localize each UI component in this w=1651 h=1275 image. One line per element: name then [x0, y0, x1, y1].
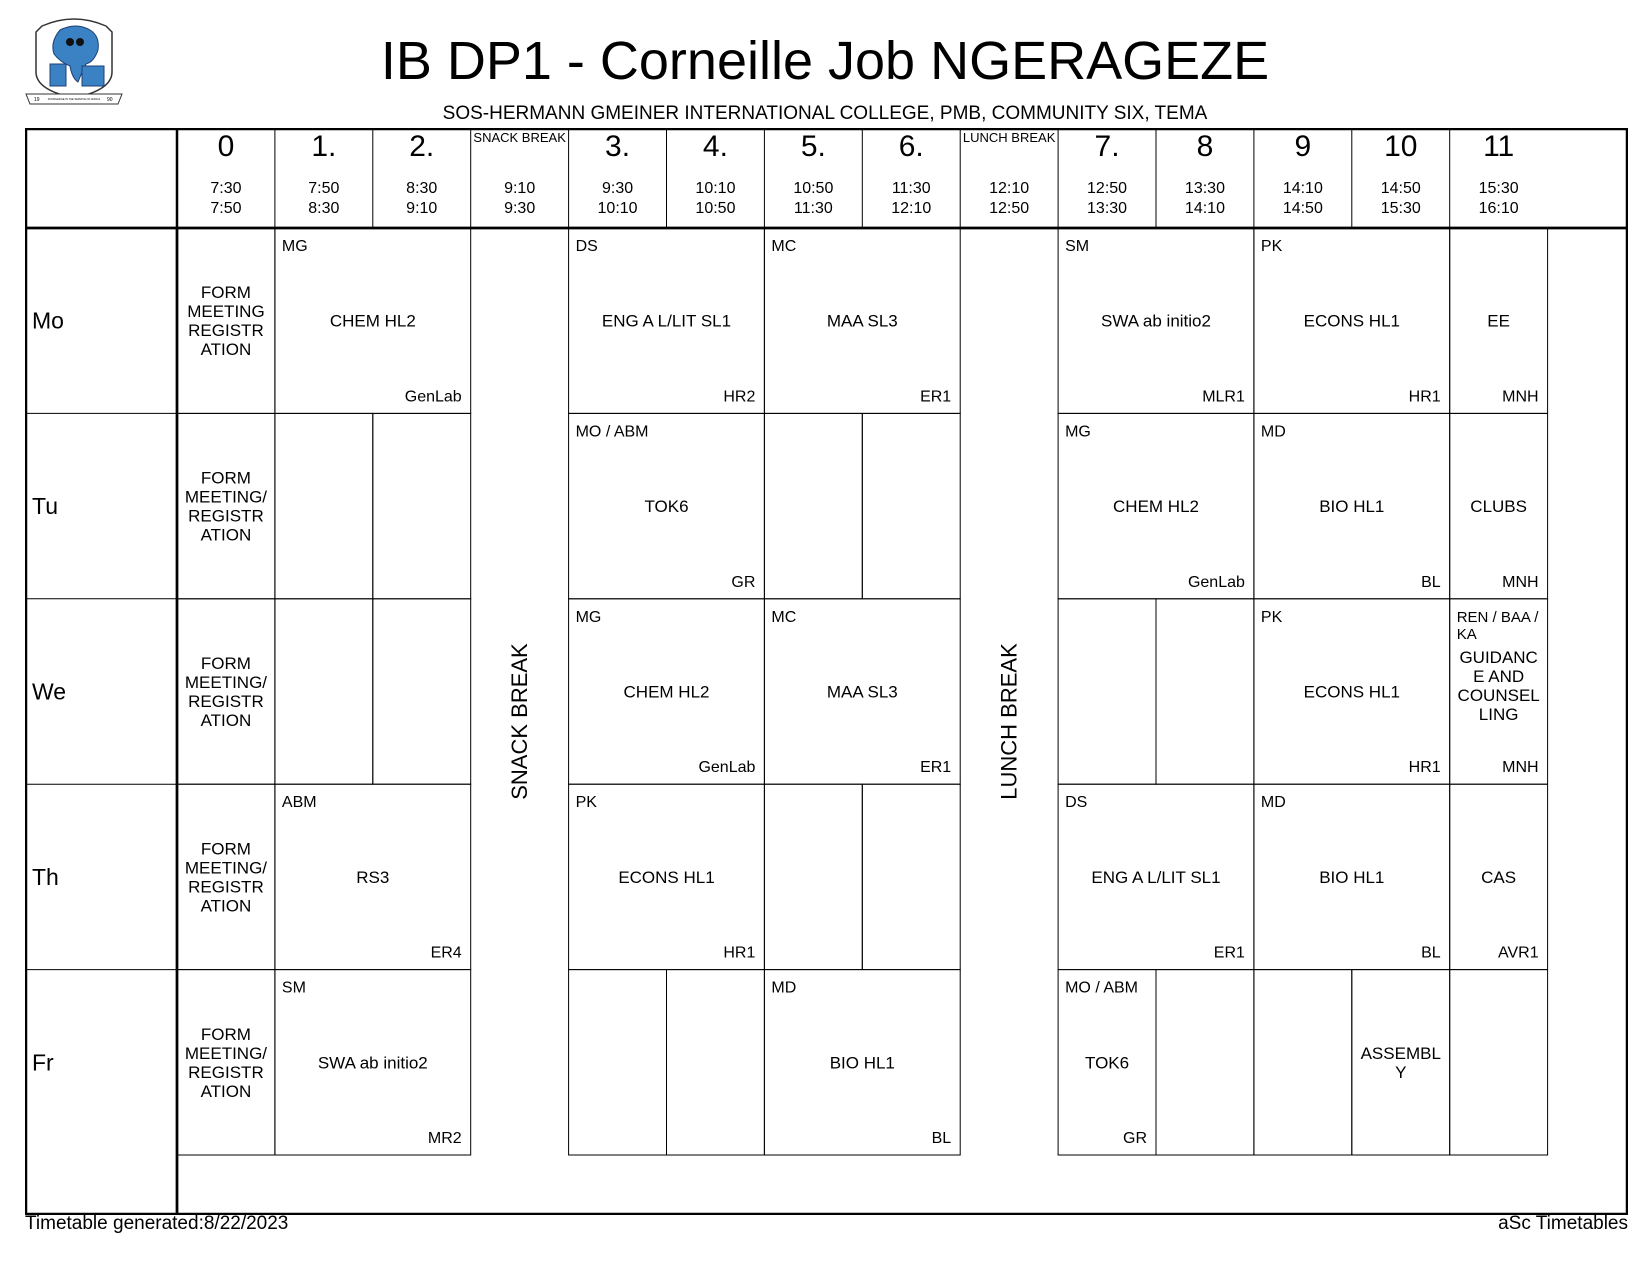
- lesson-subject: BIO HL1: [1319, 867, 1385, 887]
- lesson-subject: REGISTR: [188, 1062, 264, 1082]
- lesson-cell: [275, 413, 373, 598]
- header-period-start: 9:10: [504, 180, 536, 197]
- lesson-teacher: REN / BAA /: [1456, 608, 1539, 626]
- lesson-cell: [373, 599, 471, 784]
- lesson-cell: [862, 413, 960, 598]
- lesson-room: MLR1: [1202, 388, 1245, 406]
- lesson-cell: [275, 599, 373, 784]
- lesson-subject: FORM: [200, 839, 251, 859]
- lesson-subject: E AND: [1473, 666, 1525, 686]
- lesson-cell: [1156, 599, 1254, 784]
- lesson-teacher: PK: [1260, 608, 1283, 626]
- header-period-start: 14:50: [1380, 180, 1421, 197]
- lesson-subject: MEETING/: [184, 858, 268, 878]
- lesson-subject: BIO HL1: [829, 1053, 895, 1073]
- day-label: We: [32, 678, 67, 705]
- lesson-subject: CHEM HL2: [623, 682, 710, 702]
- lesson-subject: ATION: [200, 711, 252, 730]
- lesson-teacher: SM: [281, 979, 306, 997]
- lesson-subject: MEETING: [187, 302, 265, 322]
- header-period-label: 9: [1294, 130, 1312, 163]
- lesson-cell: [1450, 970, 1548, 1155]
- lesson-room: GenLab: [698, 759, 756, 777]
- lesson-subject: MEETING/: [184, 1043, 268, 1063]
- page-title: IB DP1 - Corneille Job NGERAGEZE: [380, 31, 1270, 91]
- lesson-subject: ECONS HL1: [1303, 311, 1400, 331]
- header-period-start: 12:10: [989, 180, 1030, 197]
- school-logo: [24, 12, 124, 112]
- header-period-start: 13:30: [1184, 180, 1225, 197]
- header-period-label: 3.: [605, 130, 631, 163]
- header-period-start: 10:10: [695, 180, 736, 197]
- header-period-end: 9:10: [406, 200, 438, 217]
- lesson-teacher: MG: [1065, 423, 1091, 441]
- lesson-subject: CHEM HL2: [329, 311, 416, 331]
- lesson-room: ER1: [1213, 944, 1245, 962]
- header-period-end: 11:30: [793, 200, 833, 217]
- lesson-subject: SWA ab initio2: [1101, 311, 1211, 331]
- lesson-cell: [667, 970, 765, 1155]
- header-period-start: 11:30: [891, 180, 931, 197]
- day-label: Tu: [32, 493, 58, 520]
- header-period-end: 9:30: [504, 200, 536, 217]
- lesson-subject: ATION: [200, 340, 252, 360]
- header-period-end: 14:50: [1282, 200, 1323, 217]
- header-period-end: 15:30: [1380, 200, 1421, 217]
- lesson-subject: ATION: [200, 896, 252, 916]
- logo-figure-icon: [66, 38, 74, 46]
- lesson-subject: LING: [1478, 704, 1519, 724]
- lesson-subject: ENG A L/LIT SL1: [1091, 867, 1221, 887]
- lesson-teacher: MD: [1260, 423, 1286, 441]
- lesson-teacher: MD: [1260, 794, 1286, 812]
- header-period-end: 7:50: [210, 200, 242, 217]
- lesson-room: ER1: [920, 759, 952, 777]
- lesson-subject: Y: [1395, 1062, 1407, 1082]
- lesson-subject: REGISTR: [188, 692, 264, 711]
- lesson-subject: ECONS HL1: [1303, 682, 1400, 702]
- lesson-teacher: MO / ABM: [1065, 979, 1139, 997]
- logo-building-icon-2: [82, 66, 104, 86]
- header-period-end: 12:50: [989, 200, 1030, 217]
- day-label: Th: [32, 863, 59, 890]
- lesson-subject: CAS: [1481, 867, 1517, 887]
- logo-building-icon: [50, 64, 66, 86]
- timetable-grid: [25, 128, 1628, 1215]
- lesson-room: BL: [1421, 944, 1441, 962]
- lesson-teacher: MO / ABM: [575, 423, 649, 441]
- lesson-teacher: MG: [575, 608, 602, 626]
- lesson-subject: COUNSEL: [1457, 685, 1540, 705]
- header-period-end: 14:10: [1184, 200, 1225, 217]
- header-period-label: 8: [1196, 130, 1214, 163]
- lesson-room: ER4: [430, 944, 462, 962]
- lesson-room: BL: [1421, 573, 1441, 591]
- lesson-cell: [569, 970, 667, 1155]
- header-period-label: LUNCH BREAK: [962, 130, 1056, 145]
- lesson-subject: ATION: [200, 1081, 252, 1101]
- lesson-room: MNH: [1502, 759, 1539, 777]
- lesson-room: HR1: [723, 944, 756, 962]
- lesson-subject: FORM: [200, 654, 251, 673]
- lesson-room: HR1: [1408, 759, 1441, 777]
- lesson-subject: REGISTR: [188, 877, 264, 897]
- lesson-subject: SWA ab initio2: [317, 1053, 428, 1073]
- lesson-cell: [1058, 599, 1156, 784]
- lesson-cell: [862, 784, 960, 969]
- header-period-end: 10:10: [597, 200, 638, 217]
- header-period-label: 0: [217, 130, 235, 163]
- header-period-label: 11: [1483, 130, 1515, 163]
- lesson-subject: ECONS HL1: [618, 867, 715, 887]
- lesson-teacher: ABM: [281, 794, 317, 812]
- break-column-label: LUNCH BREAK: [996, 643, 1022, 800]
- lesson-subject: CLUBS: [1470, 497, 1527, 517]
- header-period-end: 16:10: [1478, 200, 1519, 217]
- lesson-subject: REGISTR: [188, 506, 264, 526]
- lesson-teacher: SM: [1065, 238, 1090, 255]
- header-period-start: 7:30: [210, 180, 242, 197]
- day-label: Fr: [32, 1049, 54, 1076]
- header-period-label: 1.: [311, 130, 337, 163]
- lesson-subject: TOK6: [1085, 1053, 1130, 1073]
- lesson-subject: MAA SL3: [826, 682, 898, 702]
- lesson-teacher: KA: [1456, 625, 1477, 643]
- lesson-subject: FORM: [200, 468, 251, 488]
- lesson-subject: ENG A L/LIT SL1: [601, 311, 732, 331]
- lesson-teacher: MD: [771, 979, 797, 997]
- lesson-room: ER1: [920, 388, 952, 406]
- lesson-subject: REGISTR: [188, 321, 264, 341]
- lesson-subject: GUIDANC: [1459, 647, 1538, 667]
- lesson-subject: MAA SL3: [826, 311, 898, 331]
- lesson-room: GenLab: [1187, 573, 1245, 591]
- lesson-subject: RS3: [356, 867, 390, 887]
- lesson-room: BL: [931, 1130, 952, 1147]
- lesson-teacher: MG: [281, 238, 308, 255]
- header-period-label: 6.: [898, 130, 924, 163]
- header-period-label: 4.: [702, 130, 728, 163]
- lesson-cell: [373, 413, 471, 598]
- lesson-subject: FORM: [200, 283, 251, 303]
- lesson-subject: BIO HL1: [1319, 497, 1385, 517]
- lesson-teacher: PK: [575, 794, 597, 812]
- lesson-room: AVR1: [1497, 944, 1539, 962]
- lesson-teacher: DS: [575, 238, 598, 255]
- logo-figure-icon-2: [76, 38, 84, 46]
- header-period-start: 10:50: [793, 180, 834, 197]
- lesson-room: MNH: [1502, 388, 1539, 406]
- header-period-start: 7:50: [308, 180, 340, 197]
- lesson-subject: MEETING/: [184, 487, 268, 507]
- footer-brand: aSc Timetables: [1498, 1213, 1628, 1234]
- lesson-subject: ASSEMBL: [1360, 1043, 1441, 1063]
- header-period-end: 12:10: [891, 200, 932, 217]
- page-subtitle: SOS-HERMANN GMEINER INTERNATIONAL COLLEGE, PMB, COMMUNITY SIX, TEMA: [442, 103, 1208, 124]
- header-period-end: 10:50: [695, 200, 736, 217]
- lesson-room: GR: [1123, 1130, 1147, 1147]
- lesson-teacher: PK: [1260, 238, 1283, 255]
- lesson-room: MNH: [1502, 573, 1539, 591]
- header-period-start: 12:50: [1087, 180, 1128, 197]
- header-period-label: 5.: [800, 130, 826, 163]
- lesson-cell: [1156, 970, 1254, 1155]
- header-period-start: 15:30: [1478, 180, 1519, 197]
- lesson-subject: TOK6: [644, 497, 689, 517]
- logo-year-left: 19: [34, 97, 40, 103]
- header-period-label: 7.: [1094, 130, 1120, 163]
- header-period-start: 8:30: [406, 180, 438, 197]
- lesson-cell: [764, 784, 862, 969]
- header-period-label: 10: [1384, 130, 1418, 163]
- lesson-cell: [1254, 970, 1352, 1155]
- header-period-end: 8:30: [308, 200, 340, 217]
- logo-year-right: 90: [107, 97, 113, 103]
- lesson-room: GenLab: [404, 388, 462, 406]
- day-label: Mo: [32, 307, 64, 334]
- lesson-room: HR2: [723, 388, 756, 406]
- lesson-teacher: MC: [771, 608, 797, 626]
- logo-motto: KNOWLEDGE IN THE SERVICE OF AFRICA: [47, 98, 101, 101]
- header-period-start: 14:10: [1282, 180, 1323, 197]
- lesson-teacher: DS: [1065, 794, 1088, 812]
- lesson-room: MR2: [427, 1130, 462, 1147]
- footer-generated: Timetable generated:8/22/2023: [25, 1213, 289, 1234]
- header-period-label: SNACK BREAK: [473, 130, 566, 145]
- lesson-room: GR: [731, 573, 756, 591]
- lesson-subject: MEETING/: [184, 673, 268, 692]
- lesson-subject: EE: [1487, 311, 1510, 331]
- lesson-cell: [764, 413, 862, 598]
- header-period-label: 2.: [409, 130, 435, 163]
- lesson-teacher: MC: [771, 238, 797, 255]
- header-period-start: 9:30: [601, 180, 634, 197]
- lesson-subject: CHEM HL2: [1113, 497, 1199, 517]
- break-column-label: SNACK BREAK: [507, 643, 533, 800]
- lesson-subject: ATION: [200, 525, 252, 545]
- lesson-room: HR1: [1408, 388, 1441, 406]
- header-period-end: 13:30: [1087, 200, 1128, 217]
- lesson-subject: FORM: [200, 1024, 251, 1044]
